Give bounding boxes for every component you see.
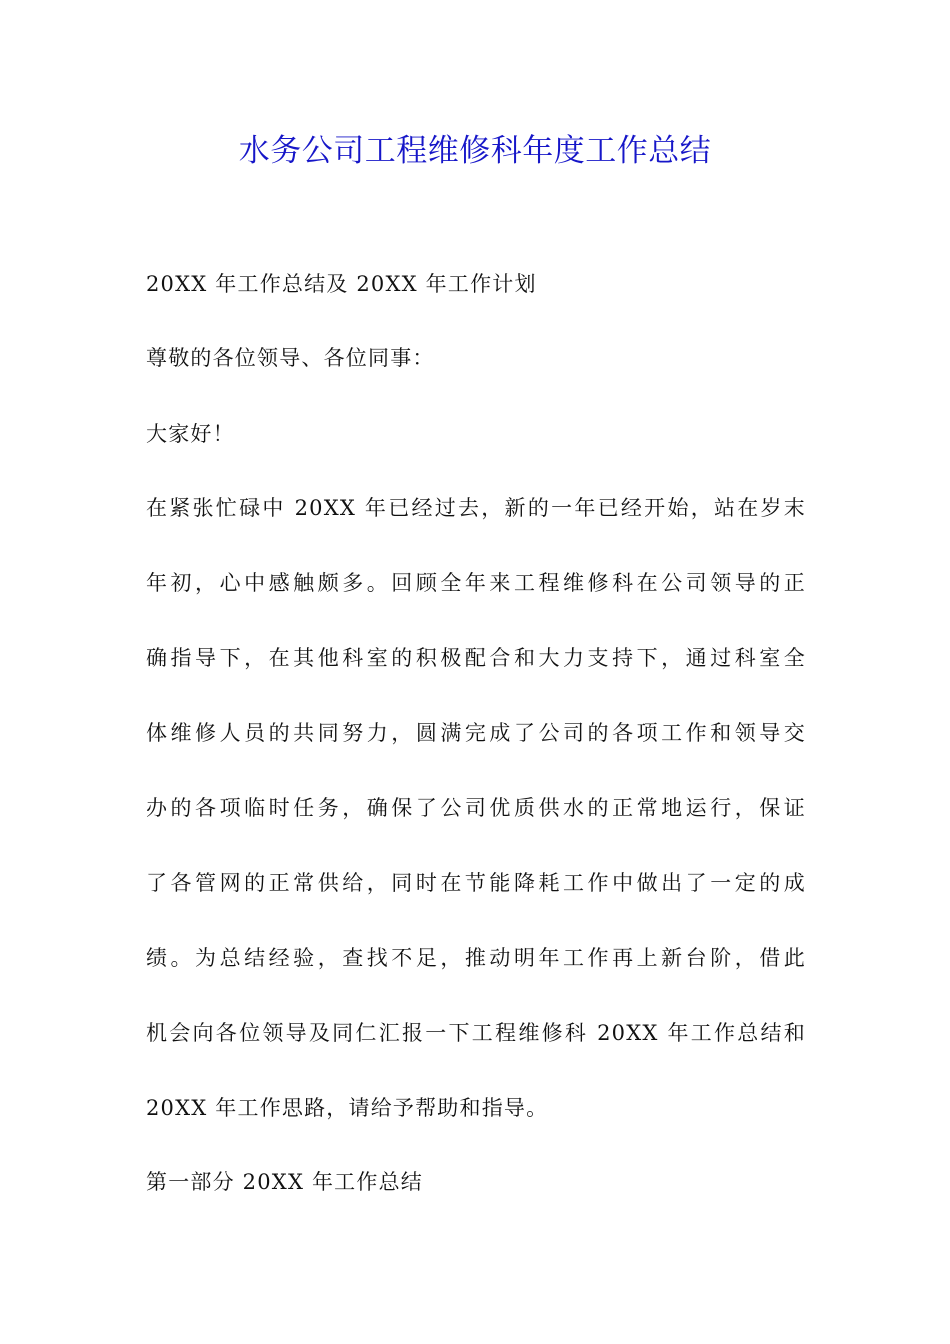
body-line: 体维修人员的共同努力，圆满完成了公司的各项工作和领导交 — [146, 721, 806, 745]
document-title: 水务公司工程维修科年度工作总结 — [238, 133, 712, 169]
body-line: 确指导下，在其他科室的积极配合和大力支持下，通过科室全 — [146, 646, 806, 670]
document-subtitle: 20XX 年工作总结及 20XX 年工作计划 — [146, 272, 537, 296]
body-line: 机会向各位领导及同仁汇报一下工程维修科 20XX 年工作总结和 — [146, 1021, 806, 1045]
body-line: 绩。为总结经验，查找不足，推动明年工作再上新台阶，借此 — [146, 946, 806, 970]
greeting: 大家好！ — [146, 422, 235, 446]
body-line: 年初，心中感触颇多。回顾全年来工程维修科在公司领导的正 — [146, 571, 806, 595]
body-line: 在紧张忙碌中 20XX 年已经过去，新的一年已经开始，站在岁末 — [146, 496, 806, 520]
body-line: 20XX 年工作思路，请给予帮助和指导。 — [146, 1096, 549, 1120]
salutation: 尊敬的各位领导、各位同事： — [146, 346, 435, 370]
body-line: 办的各项临时任务，确保了公司优质供水的正常地运行，保证 — [146, 796, 806, 820]
section-heading: 第一部分 20XX 年工作总结 — [146, 1170, 423, 1194]
body-line: 了各管网的正常供给，同时在节能降耗工作中做出了一定的成 — [146, 871, 806, 895]
